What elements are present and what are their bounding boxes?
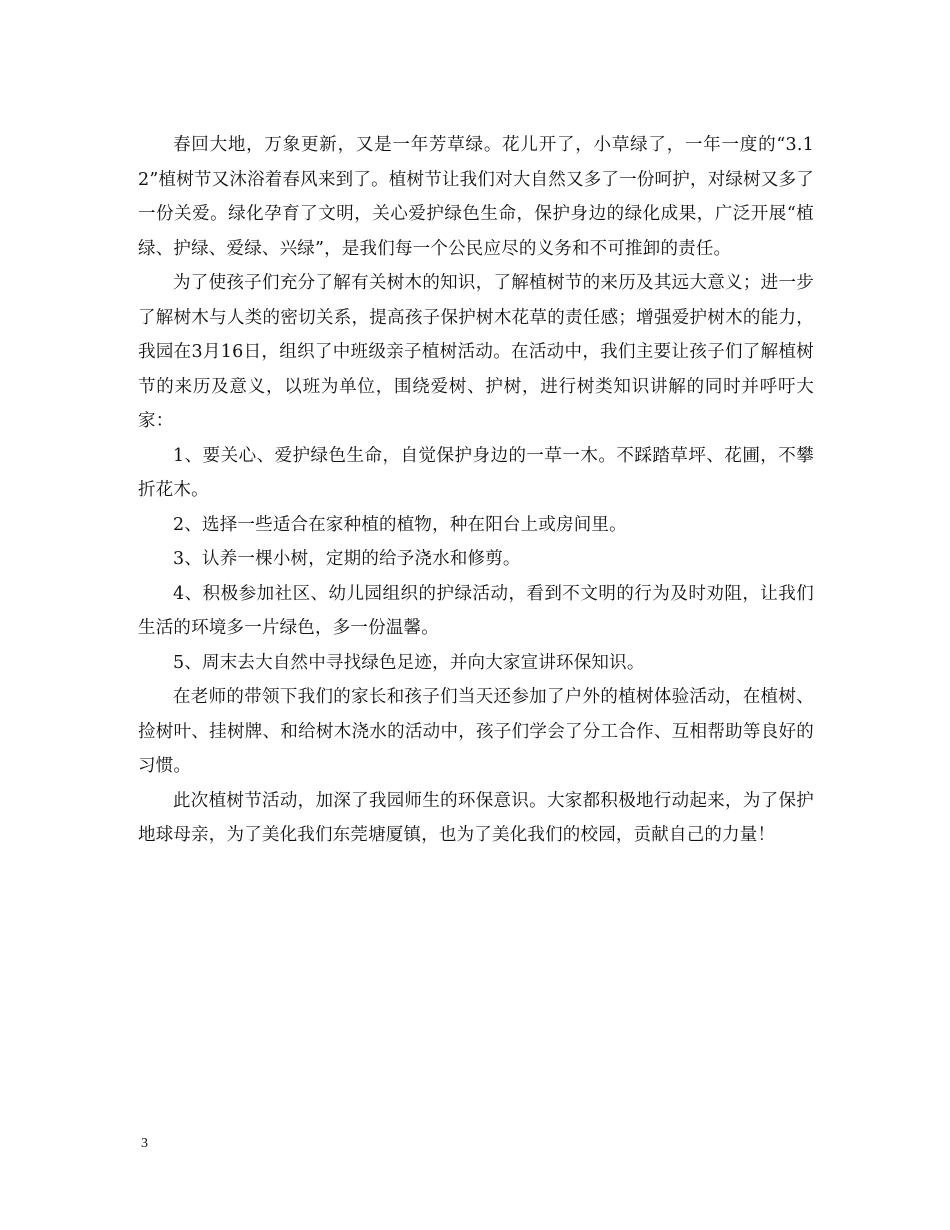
list-item-5: 5、周末去大自然中寻找绿色足迹，并向大家宣讲环保知识。 <box>173 652 645 673</box>
page-number: 3 <box>141 1136 148 1151</box>
paragraph-conclusion: 此次植树节活动，加深了我园师生的环保意识。大家都积极地行动起来，为了保护地球母亲，为了美化我们东莞塘厦镇，也为了美化我们的校园，贡献自己的力量！ <box>138 790 814 845</box>
list-item-4: 4、积极参加社区、幼儿园组织的护绿活动，看到不文明的行为及时劝阻，让我们生活的环境多一片绿色，多一份温馨。 <box>138 583 814 638</box>
paragraph-intro: 春回大地，万象更新，又是一年芳草绿。花儿开了，小草绿了，一年一度的“3.12”植树节又沐浴着春风来到了。植树节让我们对大自然又多了一份呵护，对绿树又多了一份关爱。绿化孕育了文明，关心爱护绿色生命，保护身边的绿化成果，广泛开展“植绿、护绿、爱绿、兴绿”，是我们每一个公民应尽的义务和不可推卸的责任。 <box>138 135 814 259</box>
document-body <box>138 128 814 853</box>
list-item-1: 1、要关心、爱护绿色生命，自觉保护身边的一草一木。不踩踏草坪、花圃，不攀折花木。 <box>138 445 814 500</box>
paragraph-purpose: 为了使孩子们充分了解有关树木的知识，了解植树节的来历及其远大意义；进一步了解树木与人类的密切关系，提高孩子保护树木花草的责任感；增强爱护树木的能力，我园在3月16日，组织了中班级亲子植树活动。在活动中，我们主要让孩子们了解植树节的来历及意义，以班为单位，围绕爱树、护树，进行树类知识讲解的同时并呼吁大家： <box>138 273 814 431</box>
paragraph-activity: 在老师的带领下我们的家长和孩子们当天还参加了户外的植树体验活动，在植树、捡树叶、挂树牌、和给树木浇水的活动中，孩子们学会了分工合作、互相帮助等良好的习惯。 <box>138 687 814 776</box>
list-item-3: 3、认养一棵小树，定期的给予浇水和修剪。 <box>173 549 521 569</box>
list-item-2: 2、选择一些适合在家种植的植物，种在阳台上或房间里。 <box>173 514 627 535</box>
